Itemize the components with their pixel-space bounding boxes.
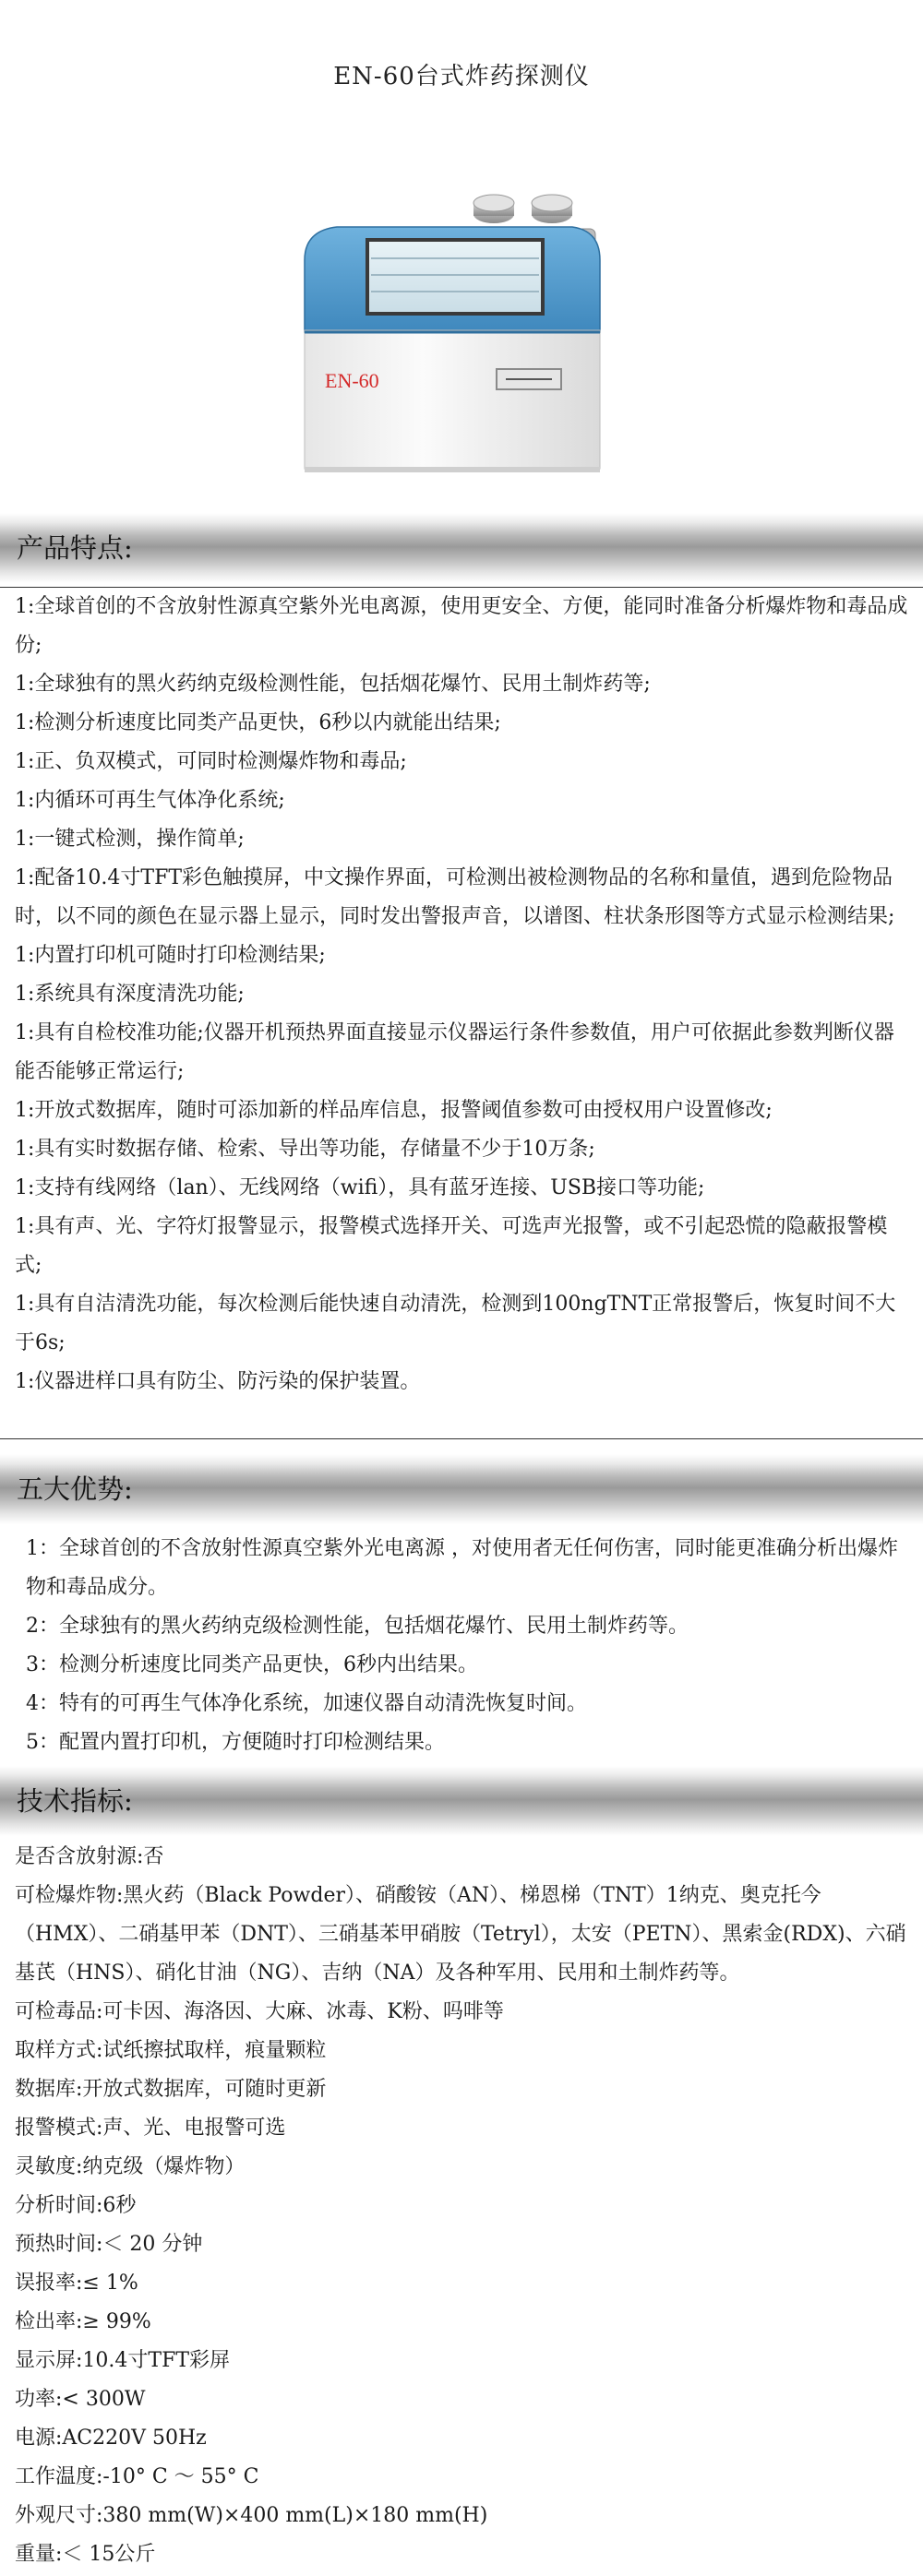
feature-item: 1:配备10.4寸TFT彩色触摸屏，中文操作界面，可检测出被检测物品的名称和量值，遇到危险物品时，以不同的颜色在显示器上显示，同时发出警报声音，以谱图、柱状条形图等方式显示检测结果; [15,866,895,928]
spec-item: 是否含放射源:否 [15,1845,164,1868]
spec-item: 显示屏:10.4寸TFT彩屏 [15,2349,231,2372]
spec-item: 预热时间:＜ 20 分钟 [15,2233,203,2256]
advantages-list [0,1530,923,1762]
feature-item: 1:正、负双模式，可同时检测爆炸物和毒品; [15,750,407,773]
feature-item: 1:全球独有的黑火药纳克级检测性能，包括烟花爆竹、民用土制炸药等; [15,673,651,696]
spec-item: 电源:AC220V 50Hz [15,2427,207,2450]
feature-item: 1:内循环可再生气体净化系统; [15,789,285,812]
spec-item: 功率:< 300W [15,2388,146,2411]
feature-item: 1:具有自检校准功能;仪器开机预热界面直接显示仪器运行条件参数值，用户可依据此参数判断仪器能否能够正常运行; [15,1021,894,1083]
feature-item: 1:具有实时数据存储、检索、导出等功能，存储量不少于10万条; [15,1138,595,1161]
spec-item: 重量:＜ 15公斤 [15,2543,156,2566]
spec-item: 报警模式:声、光、电报警可选 [15,2117,286,2140]
features-header: 产品特点: [0,513,923,583]
advantage-item: 1：全球首创的不含放射性源真空紫外光电离源 ，对使用者无任何伤害，同时能更准确分析出爆炸物和毒品成分。 [26,1537,898,1599]
feature-item: 1:内置打印机可随时打印检测结果; [15,944,326,967]
feature-item: 1:仪器进样口具有防尘、防污染的保护装置。 [15,1370,421,1393]
specs-list [0,1838,923,2574]
spec-item: 灵敏度:纳克级（爆炸物） [15,2155,246,2178]
features-list [0,587,923,1439]
advantage-item: 3：检测分析速度比同类产品更快，6秒内出结果。 [26,1653,478,1676]
spec-item: 检出率:≥ 99% [15,2310,151,2333]
spec-item: 可检爆炸物:黑火药（Black Powder）、硝酸铵（AN）、梯恩梯（TNT）1纳克、奥克托今（HMX）、二硝基甲苯（DNT）、三硝基苯甲硝胺（Tetryl），太安（PETN）、黑索金(RDX)、六硝基芪（HNS）、硝化甘油（NG）、吉纳（NA）及各种军用、民用和土制炸药等。 [15,1884,906,1985]
feature-item: 1:全球首创的不含放射性源真空紫外光电离源，使用更安全、方便，能同时准备分析爆炸物和毒品成份; [15,595,908,657]
spec-item: 外观尺寸:380 mm(W)×400 mm(L)×180 mm(H) [15,2504,488,2527]
device-label: EN-60 [325,369,379,392]
feature-item: 1:具有声、光、字符灯报警显示，报警模式选择开关、可选声光报警，或不引起恐慌的隐蔽报警模式; [15,1215,888,1277]
spec-item: 数据库:开放式数据库，可随时更新 [15,2078,327,2101]
device-body [305,330,600,469]
advantage-item: 4：特有的可再生气体净化系统，加速仪器自动清洗恢复时间。 [26,1692,587,1715]
feature-item: 1:一键式检测，操作简单; [15,828,245,851]
feature-item: 1:支持有线网络（lan）、无线网络（wifi），具有蓝牙连接、USB接口等功能; [15,1176,705,1199]
specs-header: 技术指标: [0,1766,923,1836]
spec-item: 工作温度:-10° C ～ 55° C [15,2465,259,2488]
advantage-item: 2：全球独有的黑火药纳克级检测性能，包括烟花爆竹、民用土制炸药等。 [26,1615,689,1638]
device-screen [367,240,543,314]
advantage-item: 5：配置内置打印机，方便随时打印检测结果。 [26,1731,445,1754]
feature-item: 1:开放式数据库，随时可添加新的样品库信息，报警阈值参数可由授权用户设置修改; [15,1099,773,1122]
feature-item: 1:具有自洁清洗功能，每次检测后能快速自动清洗，检测到100ngTNT正常报警后，恢复时间不大于6s; [15,1293,896,1354]
advantages-header: 五大优势: [0,1454,923,1524]
spec-item: 取样方式:试纸擦拭取样，痕量颗粒 [15,2039,327,2062]
product-image [0,194,923,498]
spec-item: 分析时间:6秒 [15,2194,137,2217]
spec-item: 可检毒品:可卡因、海洛因、大麻、冰毒、K粉、吗啡等 [15,2000,504,2023]
feature-item: 1:检测分析速度比同类产品更快，6秒以内就能出结果; [15,711,501,734]
device-illustration [268,194,655,489]
feature-item: 1:系统具有深度清洗功能; [15,983,245,1006]
spec-item: 误报率:≤ 1% [15,2272,138,2295]
page-title: EN-60台式炸药探测仪 [333,63,590,90]
